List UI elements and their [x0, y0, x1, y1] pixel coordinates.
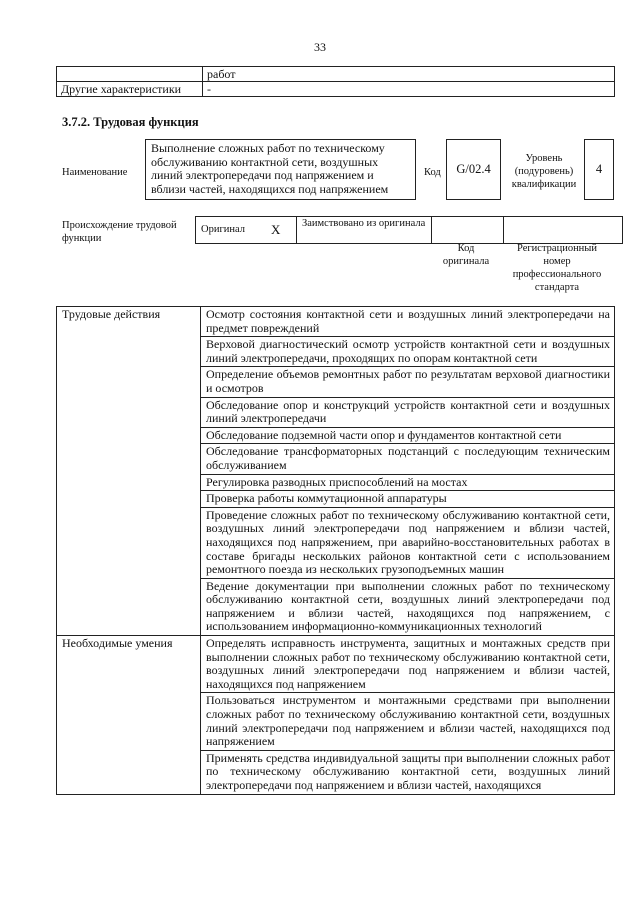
other-characteristics-label: Другие характеристики: [57, 82, 203, 97]
labor-action-item: Определение объемов ремонтных работ по результатам верховой диагностики и осмотров: [201, 367, 615, 397]
level-label: Уровень (подуровень) квалификации: [511, 153, 577, 190]
labor-action-item: Обследование подземной части опор и фундаментов контактной сети: [201, 427, 615, 444]
labor-action-item: Регулировка разводных приспособлений на мостах: [201, 474, 615, 491]
characteristics-continuation: работ: [203, 67, 615, 82]
labor-actions-label: Трудовые действия: [57, 307, 201, 636]
function-name-box: Выполнение сложных работ по техническому обслуживанию контактной сети, воздушных линий электропередачи под напряжением и вблизи частей, находящихся под напряжением: [145, 139, 416, 200]
labor-action-item: Ведение документации при выполнении сложных работ по техническому обслуживанию контактной сети, воздушных линий электропередачи под напряжением и вблизи частей, находящихся под напряжением, с использованием информационно-коммуникационных технологий: [201, 578, 615, 635]
labor-action-item: Осмотр состояния контактной сети и воздушных линий электропередачи на предмет повреждений: [201, 307, 615, 337]
skill-item: Пользоваться инструментом и монтажными средствами при выполнении сложных работ по техническому обслуживанию контактной сети, воздушных линий электропередачи под напряжением и вблизи частей, находящихся под напряжением: [201, 693, 615, 750]
registration-number-cell: [504, 217, 623, 244]
origin-table: [195, 216, 623, 244]
labor-action-item: Обследование опор и конструкций устройств контактной сети и воздушных линий электропередачи: [201, 397, 615, 427]
page-number: 33: [314, 40, 326, 54]
origin-label: Происхождение трудовой функции: [62, 220, 177, 244]
original-code-cell: [432, 217, 504, 244]
level-box: 4: [584, 139, 614, 200]
borrowed-label: Заимствовано из оригинала: [297, 217, 432, 244]
skill-item: Определять исправность инструмента, защитных и монтажных средств при выполнении сложных работ по техническому обслуживанию контактной сети, воздушных линий электропередачи под напряжением и вблизи частей, находящихся под напряжением: [201, 636, 615, 693]
labor-function-table: [56, 306, 615, 795]
other-characteristics-value: -: [203, 82, 615, 97]
registration-number-caption: Регистрационный номер профессионального стандарта: [512, 243, 602, 293]
original-mark: X: [266, 217, 297, 244]
original-code-caption: Код оригинала: [442, 243, 490, 267]
skills-label: Необходимые умения: [57, 636, 201, 795]
skill-item: Применять средства индивидуальной защиты при выполнении сложных работ по техническому обслуживанию контактной сети, воздушных линий электропередачи под напряжением и вблизи частей, находящихся: [201, 750, 615, 794]
code-label: Код: [424, 167, 441, 178]
labor-action-item: Обследование трансформаторных подстанций с последующим техническим обслуживанием: [201, 444, 615, 474]
function-code-box: G/02.4: [446, 139, 501, 200]
labor-action-item: Проверка работы коммутационной аппаратуры: [201, 491, 615, 508]
labor-action-item: Проведение сложных работ по техническому обслуживанию контактной сети, воздушных линий электропередачи под напряжением и вблизи частей, находящихся под напряжением, при аварийно-восстановительных работах в составе бригады нескольких районов контактной сети с использованием ремонтного поезда из нескольких грузоподъемных машин: [201, 507, 615, 578]
original-label: Оригинал: [196, 217, 267, 244]
name-label: Наименование: [62, 167, 128, 178]
section-title: 3.7.2. Трудовая функция: [62, 115, 199, 129]
labor-action-item: Верховой диагностический осмотр устройств контактной сети и воздушных линий электропередачи, проходящих по опорам контактной сети: [201, 337, 615, 367]
other-characteristics-table: [56, 66, 615, 97]
